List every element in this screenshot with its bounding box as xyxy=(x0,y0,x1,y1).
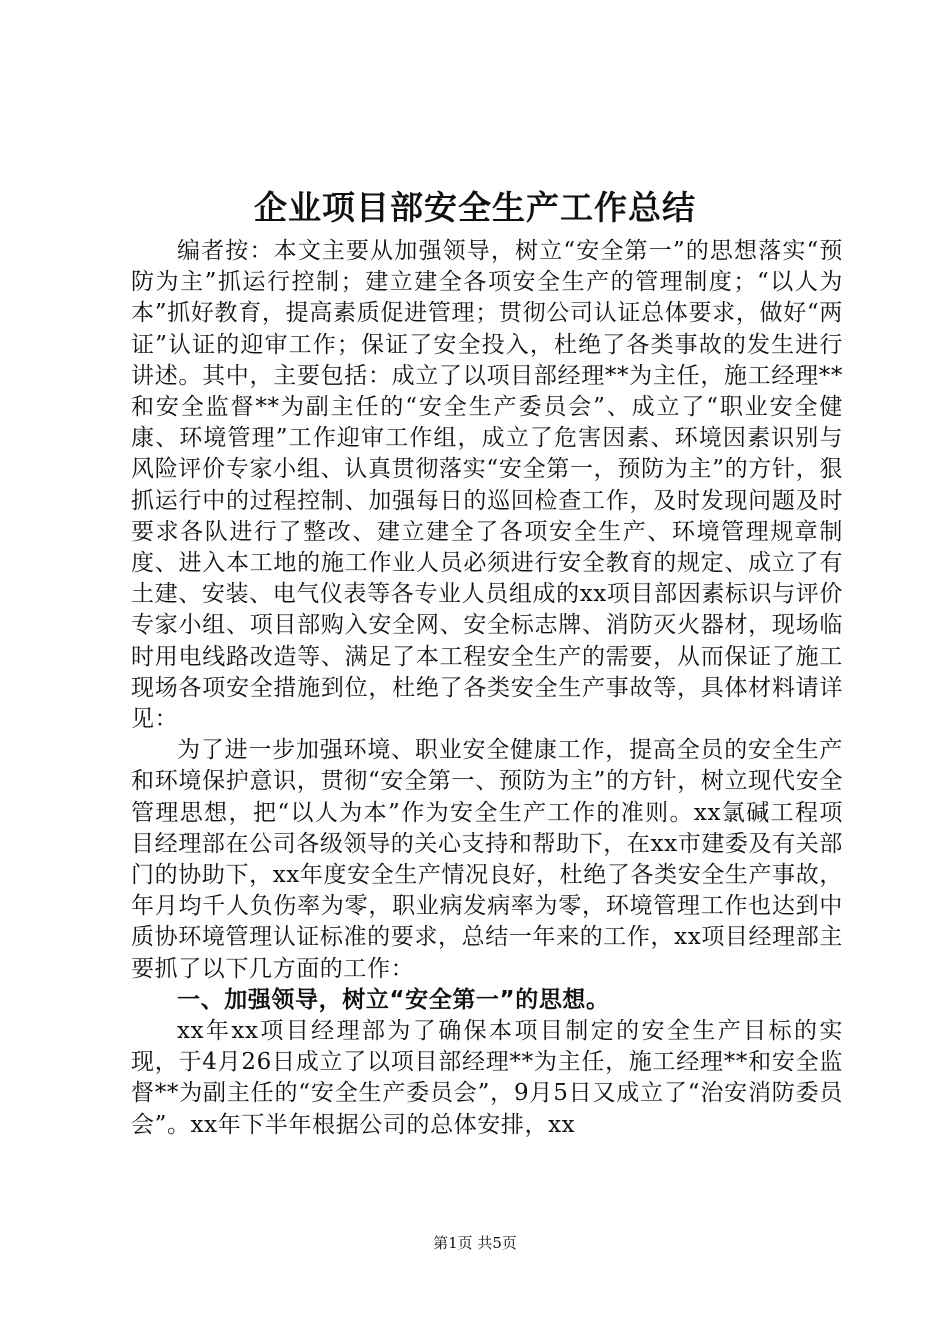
editor-note-paragraph: 编者按：本文主要从加强领导，树立“安全第一”的思想落实“预防为主”抓运行控制；建立建全各项安全生产的管理制度；“以人为本”抓好教育，提高素质促进管理；贯彻公司认证总体要求，做好“两证”认证的迎审工作；保证了安全投入，杜绝了各类事故的发生进行讲述。其中，主要包括：成立了以项目部经理**为主任，施工经理**和安全监督**为副主任的“安全生产委员会”、成立了“职业安全健康、环境管理”工作迎审工作组，成立了危害因素、环境因素识别与风险评价专家小组、认真贯彻落实“安全第一，预防为主”的方针，狠抓运行中的过程控制、加强每日的巡回检查工作，及时发现问题及时要求各队进行了整改、建立建全了各项安全生产、环境管理规章制度、进入本工地的施工作业人员必须进行安全教育的规定、成立了有土建、安装、电气仪表等各专业人员组成的xx项目部因素标识与评价专家小组、项目部购入安全网、安全标志牌、消防灭火器材，现场临时用电线路改造等、满足了本工程安全生产的需要，从而保证了施工现场各项安全措施到位，杜绝了各类安全生产事故等，具体材料请详见： xyxy=(131,238,843,733)
intro-paragraph: 为了进一步加强环境、职业安全健康工作，提高全员的安全生产和环境保护意识，贯彻“安全第一、预防为主”的方针，树立现代安全管理思想，把“以人为本”作为安全生产工作的准则。xx氯碱工程项目经理部在公司各级领导的关心支持和帮助下，在xx市建委及有关部门的协助下，xx年度安全生产情况良好，杜绝了各类安全生产事故，年月均千人负伤率为零，职业病发病率为零，环境管理工作也达到中质协环境管理认证标准的要求，总结一年来的工作，xx项目经理部主要抓了以下几方面的工作： xyxy=(131,737,843,982)
document-title: 企业项目部安全生产工作总结 xyxy=(254,188,696,227)
section-heading: 一、加强领导，树立“安全第一”的思想。 xyxy=(177,986,610,1013)
document-body xyxy=(131,236,843,1141)
page-footer: 第1页 共5页 xyxy=(433,1234,517,1252)
section-paragraph: xx年xx项目经理部为了确保本项目制定的安全生产目标的实现，于4月26日成立了以项目部经理**为主任，施工经理**和安全监督**为副主任的“安全生产委员会”，9月5日又成立了“治安消防委员会”。xx年下半年根据公司的总体安排，xx xyxy=(131,1018,843,1138)
